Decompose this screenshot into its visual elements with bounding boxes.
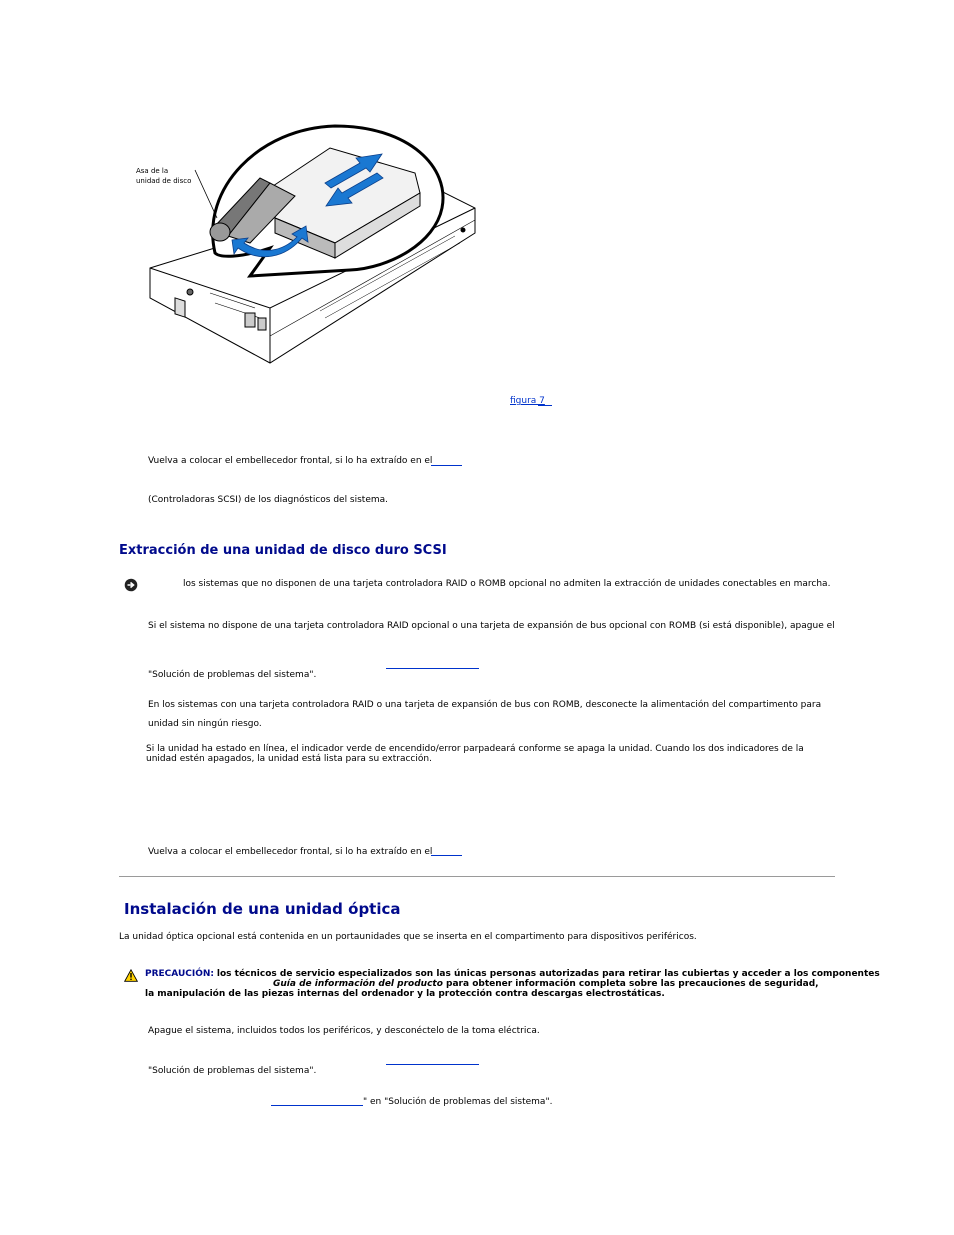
install-diagnostics-text: (Controladoras SCSI) de los diagnósticos del sistema.: [148, 495, 389, 505]
removal-step1-link[interactable]: [386, 668, 479, 669]
callout-label-line1: Asa de la: [136, 167, 169, 175]
install-bezel-link[interactable]: [431, 465, 462, 466]
optical-step3-cont: " en "Solución de problemas del sistema".: [363, 1097, 553, 1107]
optical-step2-cont: "Solución de problemas del sistema".: [148, 1066, 317, 1076]
caution-icon: [124, 967, 138, 986]
section-divider: [119, 876, 835, 877]
caution-line2: [273, 979, 819, 989]
caution-label: PRECAUCIÓN:: [145, 969, 215, 979]
callout-label-line2: unidad de disco: [136, 177, 192, 185]
removal-step2-line1: En los sistemas con una tarjeta controladora RAID o una tarjeta de expansión de bus con ROMB, desconecte la alimentación del compartimento para: [148, 700, 822, 710]
optical-heading: Instalación de una unidad óptica: [124, 900, 401, 918]
removal-step1-cont: "Solución de problemas del sistema".: [148, 670, 317, 680]
product-info-guide: Guía de información del producto: [273, 979, 443, 989]
caution-line3: la manipulación de las piezas internas del ordenador y la protección contra descargas electrostáticas.: [145, 989, 665, 999]
callout-label: [136, 166, 191, 186]
hard-drive-figure: [120, 108, 490, 368]
optical-step2-link[interactable]: [386, 1064, 479, 1065]
figure-7-link[interactable]: figura 7: [510, 396, 545, 406]
removal-step1-text: Si el sistema no dispone de una tarjeta controladora RAID opcional o una tarjeta de expansión de bus opcional con ROMB (si está disponible), apague el: [148, 621, 835, 631]
removal-step2-line2: unidad sin ningún riesgo.: [148, 719, 262, 729]
removal-step3-line2: unidad estén apagados, la unidad está lista para su extracción.: [146, 754, 432, 764]
caution-line1-text: los técnicos de servicio especializados son las únicas personas autorizadas para retirar las cubiertas y acceder a los componentes: [216, 969, 880, 979]
removal-step3-line1: Si la unidad ha estado en línea, el indicador verde de encendido/error parpadeará conforme se apaga la unidad. Cuando los dos indicadores de la: [146, 744, 804, 754]
optical-step1-text: Apague el sistema, incluidos todos los periféricos, y desconéctelo de la toma eléctrica.: [148, 1026, 540, 1036]
install-replace-bezel-text: Vuelva a colocar el embellecedor frontal, si lo ha extraído en el: [148, 456, 433, 466]
drive-carrier-illustration: [120, 108, 490, 368]
optical-intro: La unidad óptica opcional está contenida en un portaunidades que se inserta en el compartimento para dispositivos periféricos.: [119, 932, 697, 942]
optical-step3-link[interactable]: [271, 1105, 363, 1106]
caution-line2-text: para obtener información completa sobre las precauciones de seguridad,: [446, 979, 819, 989]
removal-heading: Extracción de una unidad de disco duro SCSI: [119, 543, 447, 558]
figure-7-link-underline: [538, 405, 552, 406]
caution-line1: [145, 969, 880, 979]
notice-icon: [124, 577, 138, 596]
removal-bezel-link[interactable]: [431, 855, 462, 856]
removal-replace-bezel-text: Vuelva a colocar el embellecedor frontal, si lo ha extraído en el: [148, 847, 433, 857]
notice-text: los sistemas que no disponen de una tarjeta controladora RAID o ROMB opcional no admiten la extracción de unidades conectables en marcha.: [183, 579, 831, 589]
